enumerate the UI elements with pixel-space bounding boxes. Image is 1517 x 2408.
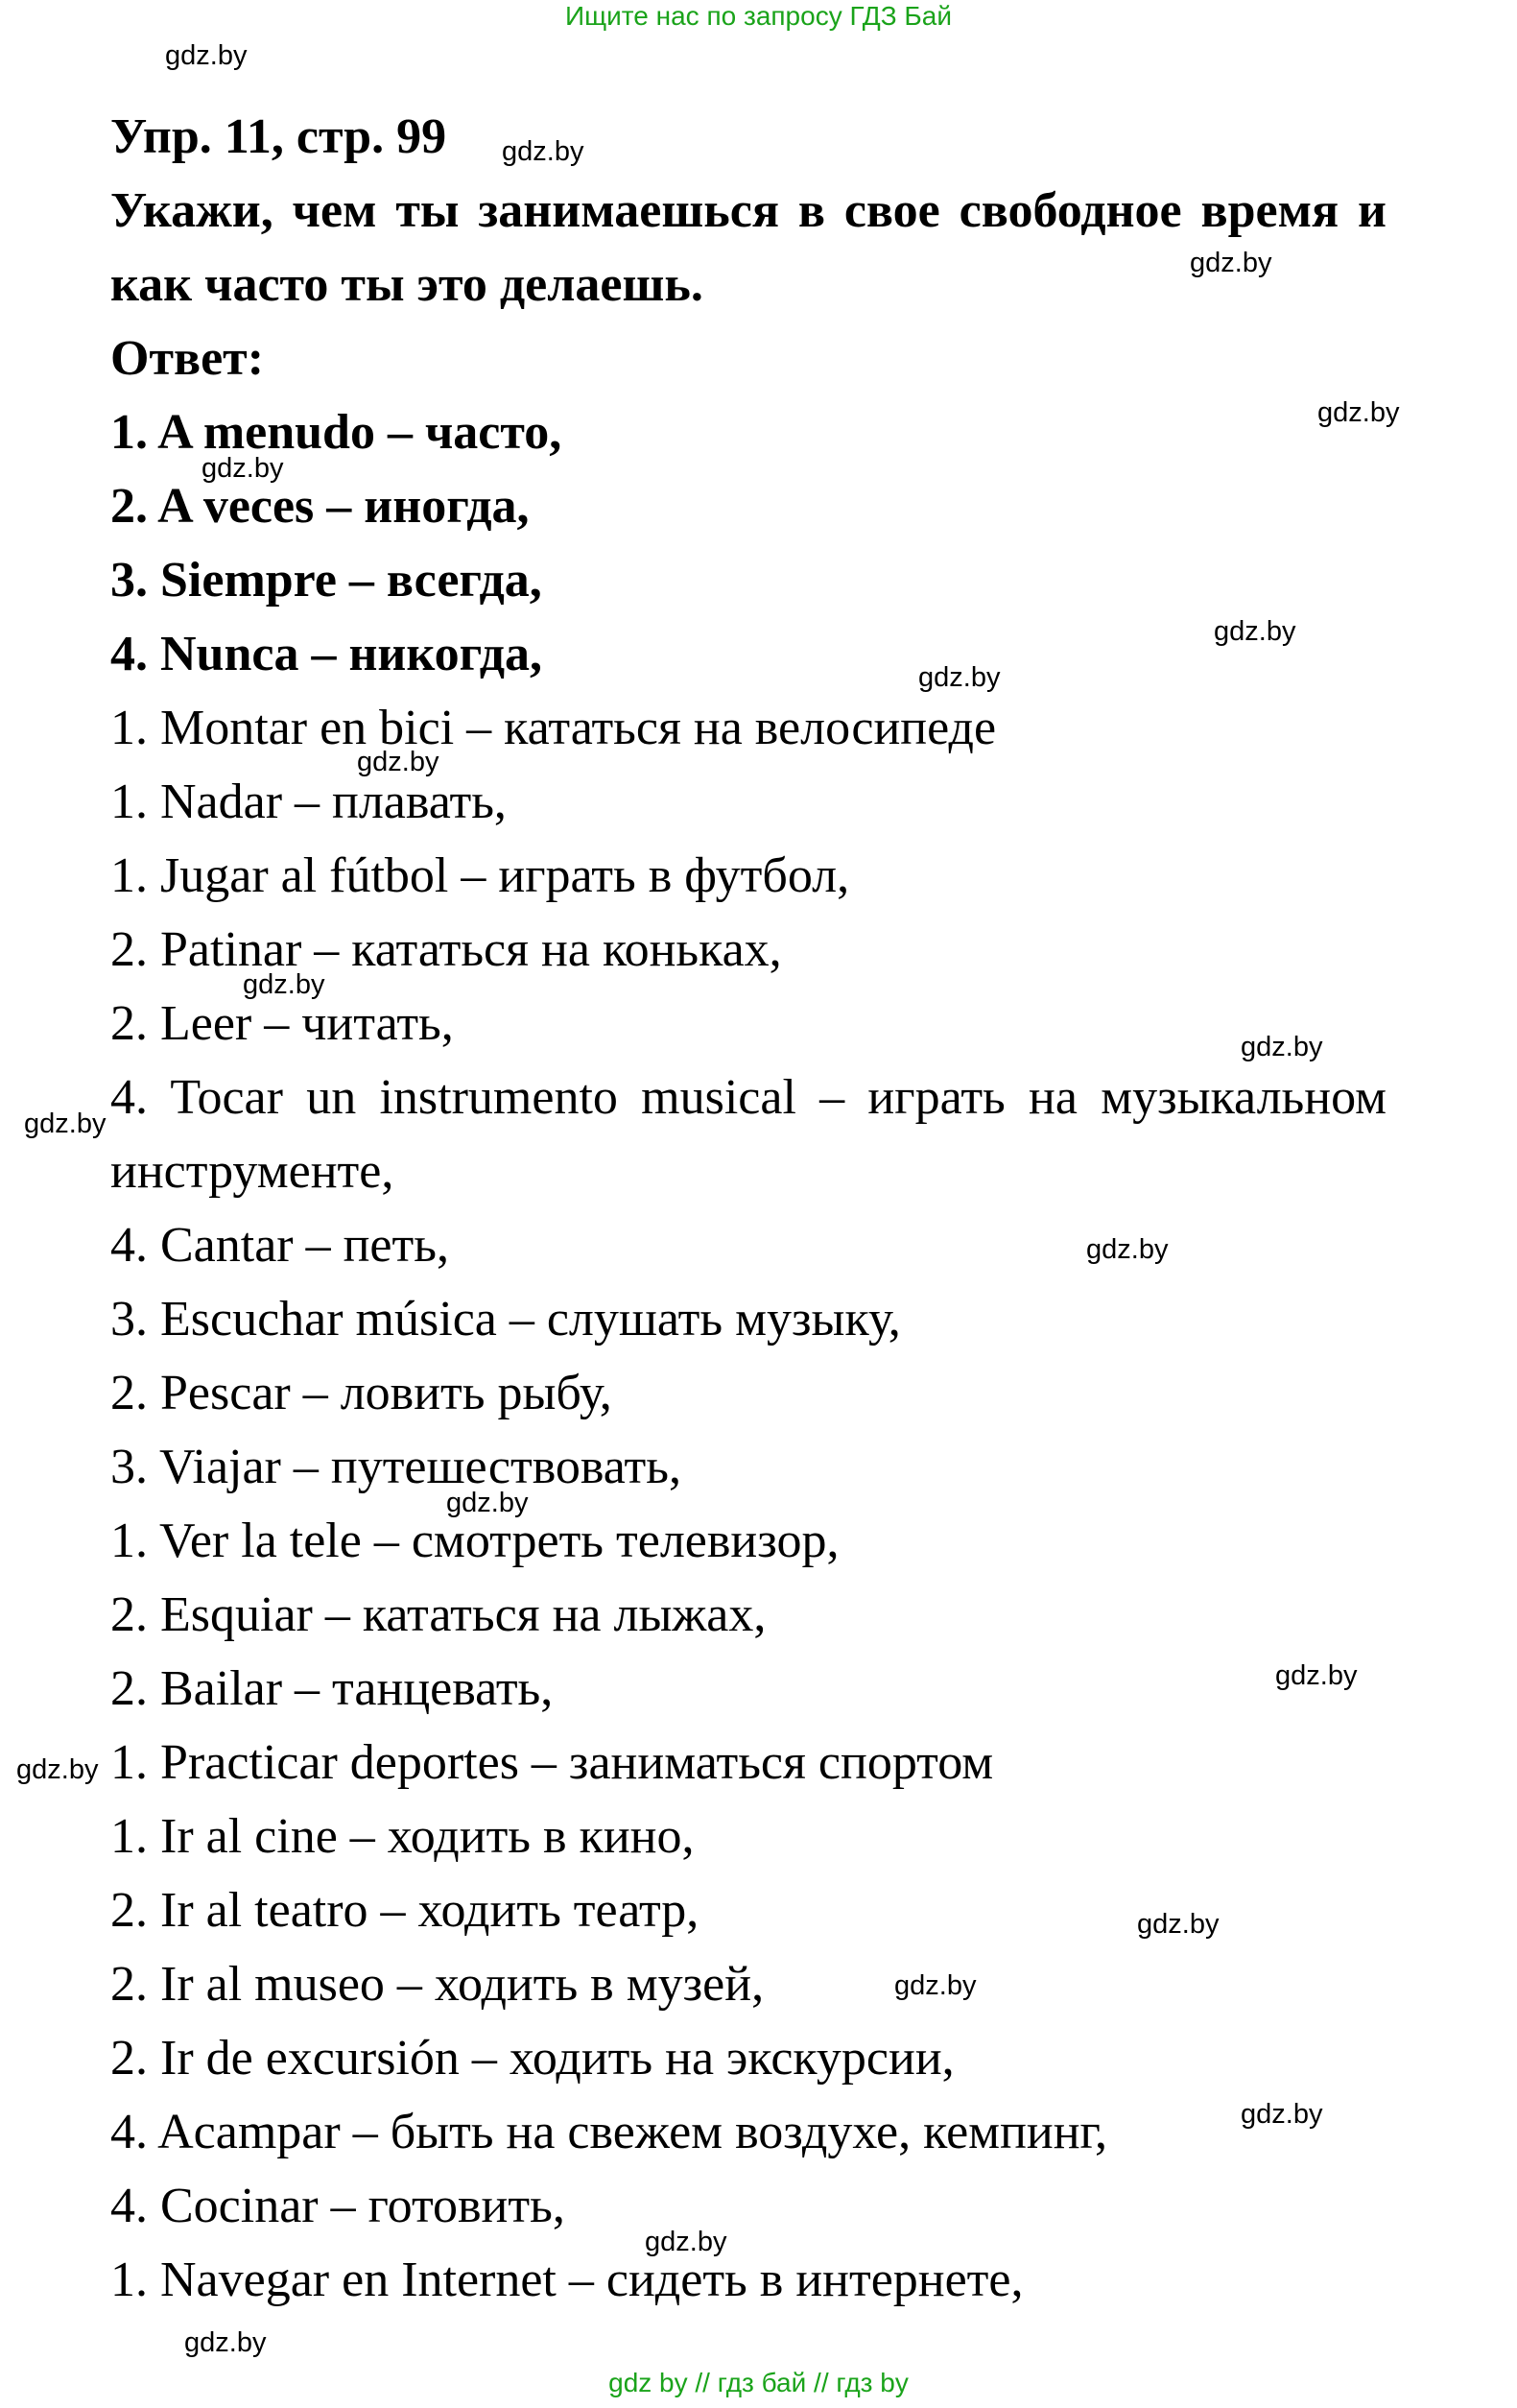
activity-item: 2. Bailar – танцевать, <box>110 1661 554 1716</box>
activity-item: 1. Nadar – плавать, <box>110 775 507 829</box>
activity-item: 1. Ir al cine – ходить в кино, <box>110 1809 695 1864</box>
activity-item: 3. Escuchar música – слушать музыку, <box>110 1292 901 1347</box>
watermark: gdz.by <box>24 1109 107 1139</box>
watermark: gdz.by <box>645 2227 727 2257</box>
watermark: gdz.by <box>201 453 284 484</box>
activity-item: 2. Pescar – ловить рыбу, <box>110 1366 612 1420</box>
watermark: gdz.by <box>894 1970 977 2001</box>
top-banner: Ищите нас по запросу ГДЗ Бай <box>564 1 953 31</box>
bottom-banner: gdz by // гдз бай // гдз by <box>608 2368 909 2397</box>
activity-list <box>110 691 1387 2317</box>
exercise-task: Укажи, чем ты занимаешься в свое свободное время и как часто ты это делаешь. <box>110 183 1387 312</box>
watermark: gdz.by <box>1275 1660 1358 1691</box>
activity-item: 1. Navegar en Internet – сидеть в интернете, <box>110 2253 1024 2307</box>
watermark: gdz.by <box>1241 1032 1323 1062</box>
watermark: gdz.by <box>1241 2099 1323 2130</box>
answer-label: Ответ: <box>110 331 265 386</box>
frequency-item: 4. Nunca – никогда, <box>110 627 542 681</box>
activity-item: 4. Cantar – петь, <box>110 1218 449 1273</box>
activity-item: 2. Esquiar – кататься на лыжах, <box>110 1587 767 1642</box>
watermark: gdz.by <box>1190 248 1272 278</box>
activity-item: 4. Tocar un instrumento musical – играть на музыкальном инструменте, <box>110 1070 1387 1199</box>
frequency-list <box>110 395 1387 691</box>
watermark: gdz.by <box>502 136 584 167</box>
activity-item: 2. Ir de excursión – ходить на экскурсии, <box>110 2031 955 2086</box>
watermark: gdz.by <box>357 747 439 777</box>
watermark: gdz.by <box>1086 1234 1169 1265</box>
activity-item: 1. Jugar al fútbol – играть в футбол, <box>110 848 850 903</box>
frequency-item: 1. A menudo – часто, <box>110 405 562 460</box>
activity-item: 1. Ver la tele – смотреть телевизор, <box>110 1514 840 1568</box>
activity-item: 1. Montar en bici – кататься на велосипеде <box>110 701 997 755</box>
watermark: gdz.by <box>918 662 1001 693</box>
activity-item: 4. Acampar – быть на свежем воздухе, кемпинг, <box>110 2105 1108 2159</box>
exercise-title: Упр. 11, стр. 99 <box>110 109 447 164</box>
activity-item: 2. Ir al museo – ходить в музей, <box>110 1957 765 2012</box>
activity-item: 2. Leer – читать, <box>110 996 454 1051</box>
watermark: gdz.by <box>165 40 248 71</box>
activity-item: 3. Viajar – путешествовать, <box>110 1440 681 1494</box>
watermark: gdz.by <box>1214 616 1296 647</box>
watermark: gdz.by <box>184 2327 267 2358</box>
watermark: gdz.by <box>446 1488 529 1518</box>
activity-item: 4. Cocinar – готовить, <box>110 2179 565 2233</box>
watermark: gdz.by <box>1137 1909 1220 1940</box>
activity-item: 2. Patinar – кататься на коньках, <box>110 922 782 977</box>
frequency-item: 3. Siempre – всегда, <box>110 553 542 608</box>
watermark: gdz.by <box>243 969 325 1000</box>
watermark: gdz.by <box>1317 397 1400 428</box>
frequency-item: 2. A veces – иногда, <box>110 479 530 534</box>
activity-item: 1. Practicar deportes – заниматься спортом <box>110 1735 994 1790</box>
activity-item: 2. Ir al teatro – ходить театр, <box>110 1883 699 1938</box>
watermark: gdz.by <box>16 1754 99 1785</box>
exercise-content <box>110 100 1387 2317</box>
